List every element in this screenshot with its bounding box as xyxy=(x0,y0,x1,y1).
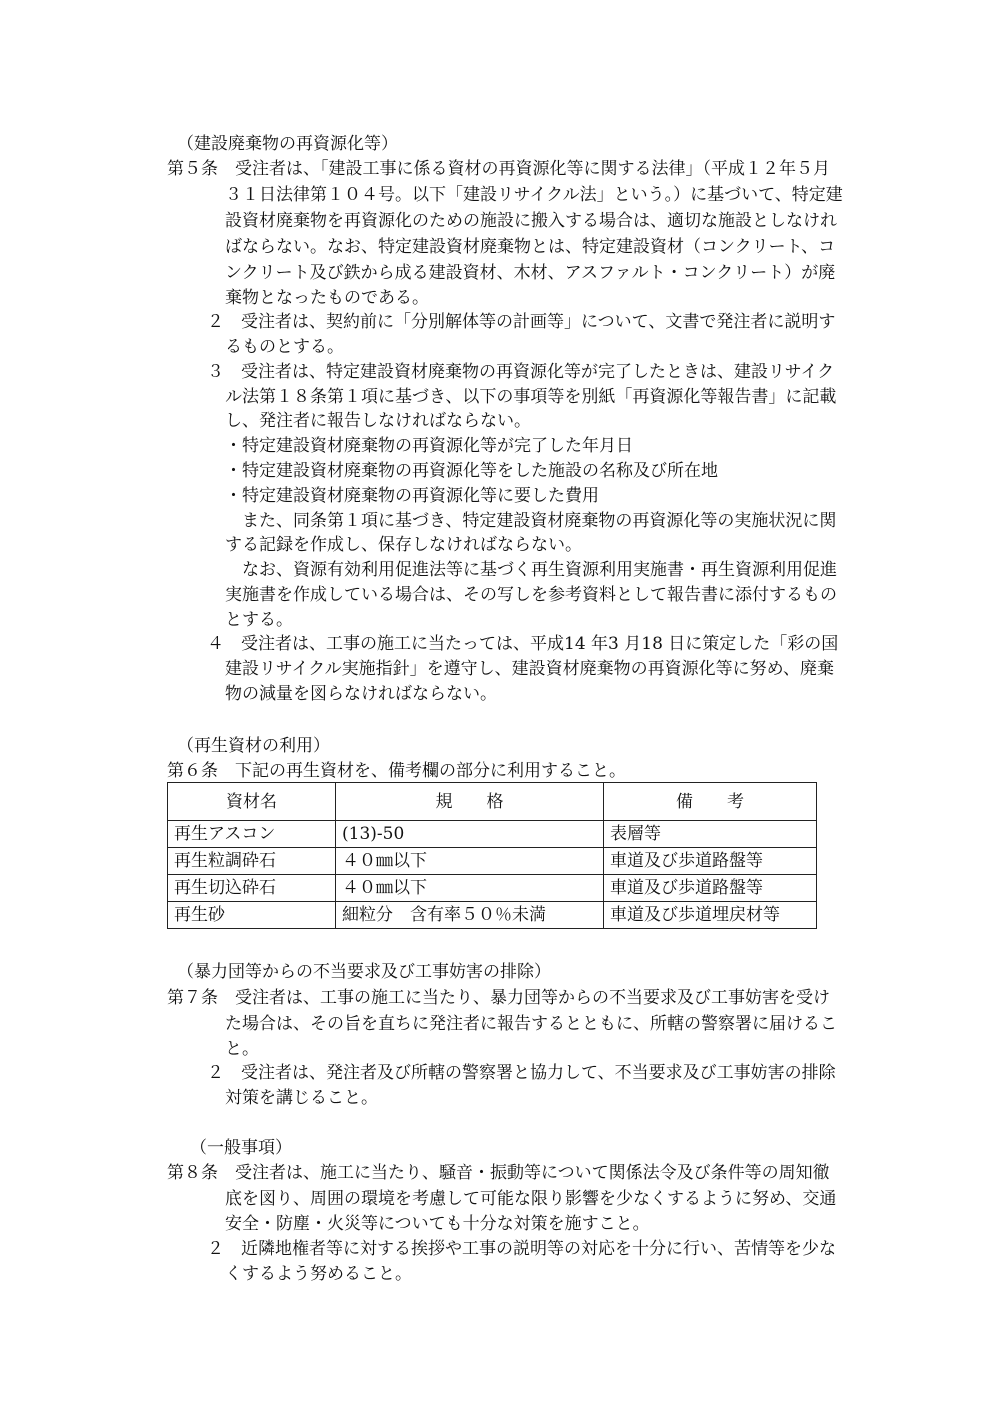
table-cell: 車道及び歩道埋戻材等 xyxy=(604,902,817,929)
art8-line: 安全・防塵・火災等についても十分な対策を施すこと。 xyxy=(225,1214,650,1234)
art8-line: 底を図り、周囲の環境を考慮して可能な限り影響を少なくするように努め、交通 xyxy=(225,1189,837,1209)
art5-line: また、同条第１項に基づき、特定建設資材廃棄物の再資源化等の実施状況に関 xyxy=(225,511,837,531)
table-row xyxy=(168,848,817,875)
table-cell: (13)-50 xyxy=(336,821,604,848)
table-row xyxy=(168,875,817,902)
art5-line: 棄物となったものである。 xyxy=(225,288,429,308)
art5-heading: （建設廃棄物の再資源化等） xyxy=(177,134,398,154)
art5-line: 第５条 受注者は、「建設工事に係る資材の再資源化等に関する法律」（平成１２年５月 xyxy=(167,159,830,179)
art7-heading: （暴力団等からの不当要求及び工事妨害の排除） xyxy=(177,962,551,982)
table-cell: 再生砂 xyxy=(168,902,336,929)
art5-bullet: ・特定建設資材廃棄物の再資源化等が完了した年月日 xyxy=(225,436,633,456)
table-header-cell: 資材名 xyxy=(168,783,336,821)
art5-line: るものとする。 xyxy=(225,337,344,357)
art5-bullet: ・特定建設資材廃棄物の再資源化等に要した費用 xyxy=(225,486,599,506)
art5-line: とする。 xyxy=(225,610,293,630)
art8-heading: （一般事項） xyxy=(190,1138,292,1158)
art6-line: 第６条 下記の再生資材を、備考欄の部分に利用すること。 xyxy=(167,761,626,781)
table-header-cell: 規 格 xyxy=(336,783,604,821)
art5-line: ４ 受注者は、工事の施工に当たっては、平成14 年3 月18 日に策定した「彩の国 xyxy=(207,634,839,654)
art8-line: ２ 近隣地権者等に対する挨拶や工事の説明等の対応を十分に行い、苦情等を少な xyxy=(207,1239,836,1259)
table-row xyxy=(168,902,817,929)
art6-heading: （再生資材の利用） xyxy=(177,736,330,756)
table-cell: 車道及び歩道路盤等 xyxy=(604,848,817,875)
recycled-materials-table xyxy=(167,782,817,929)
table-cell: 再生アスコン xyxy=(168,821,336,848)
art7-line: た場合は、その旨を直ちに発注者に報告するとともに、所轄の警察署に届けるこ xyxy=(225,1014,837,1034)
art5-line: ３ 受注者は、特定建設資材廃棄物の再資源化等が完了したときは、建設リサイク xyxy=(207,362,835,382)
art5-bullet: ・特定建設資材廃棄物の再資源化等をした施設の名称及び所在地 xyxy=(225,461,718,481)
art5-line: 物の減量を図らなければならない。 xyxy=(225,684,497,704)
art5-line: ンクリート及び鉄から成る建設資材、木材、アスファルト・コンクリート）が廃 xyxy=(225,263,836,283)
table-cell: 細粒分 含有率５０％未満 xyxy=(336,902,604,929)
art5-line: ２ 受注者は、契約前に「分別解体等の計画等」について、文書で発注者に説明す xyxy=(207,312,836,332)
table-header-cell: 備 考 xyxy=(604,783,817,821)
table-cell: 再生粒調砕石 xyxy=(168,848,336,875)
table-cell: 表層等 xyxy=(604,821,817,848)
table-row xyxy=(168,821,817,848)
art5-line: ３１日法律第１０４号。以下「建設リサイクル法」という。）に基づいて、特定建 xyxy=(225,185,843,205)
art8-line: 第８条 受注者は、施工に当たり、騒音・振動等について関係法令及び条件等の周知徹 xyxy=(167,1163,830,1183)
table-header-row xyxy=(168,783,817,821)
art7-line: 第７条 受注者は、工事の施工に当たり、暴力団等からの不当要求及び工事妨害を受け xyxy=(167,988,830,1008)
art7-line: と。 xyxy=(225,1039,259,1059)
art7-line: ２ 受注者は、発注者及び所轄の警察署と協力して、不当要求及び工事妨害の排除 xyxy=(207,1063,836,1083)
art5-line: 実施書を作成している場合は、その写しを参考資料として報告書に添付するもの xyxy=(225,585,837,605)
art5-line: ばならない。なお、特定建設資材廃棄物とは、特定建設資材（コンクリート、コ xyxy=(225,237,836,257)
art5-line: なお、資源有効利用促進法等に基づく再生資源利用実施書・再生資源利用促進 xyxy=(225,560,837,580)
art5-line: ル法第１８条第１項に基づき、以下の事項等を別紙「再資源化等報告書」に記載 xyxy=(225,387,837,407)
art8-line: くするよう努めること。 xyxy=(225,1264,412,1284)
art5-line: し、発注者に報告しなければならない。 xyxy=(225,411,531,431)
table-cell: 車道及び歩道路盤等 xyxy=(604,875,817,902)
art5-line: する記録を作成し、保存しなければならない。 xyxy=(225,535,582,555)
table-cell: 再生切込砕石 xyxy=(168,875,336,902)
art7-line: 対策を講じること。 xyxy=(225,1088,378,1108)
art5-line: 建設リサイクル実施指針」を遵守し、建設資材廃棄物の再資源化等に努め、廃棄 xyxy=(225,659,834,679)
art5-line: 設資材廃棄物を再資源化のための施設に搬入する場合は、適切な施設としなけれ xyxy=(225,211,837,231)
table-cell: ４０㎜以下 xyxy=(336,875,604,902)
table-cell: ４０㎜以下 xyxy=(336,848,604,875)
